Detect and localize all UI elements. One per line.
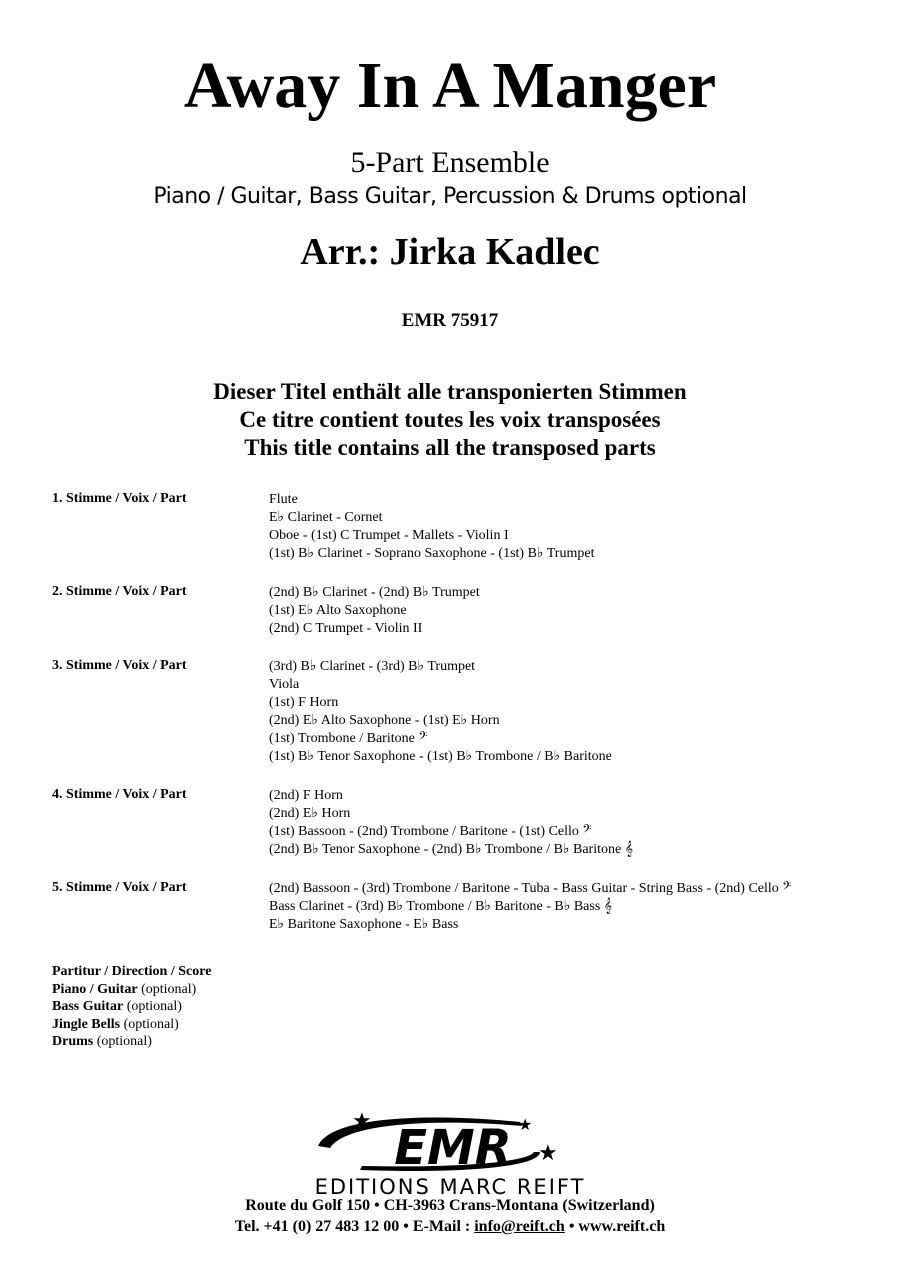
part-list-1 bbox=[269, 491, 594, 563]
svg-text:★: ★ bbox=[538, 1141, 558, 1166]
svg-text:★: ★ bbox=[518, 1115, 533, 1134]
part-label-1: 1. Stimme / Voix / Part bbox=[52, 491, 187, 506]
logo-mark: EMR bbox=[394, 1120, 512, 1176]
page-title: Away In A Manger bbox=[183, 49, 717, 122]
part-list-5 bbox=[269, 880, 791, 934]
catalog-number: EMR 75917 bbox=[401, 310, 499, 331]
instrument-line: (2nd) E♭ Horn bbox=[269, 806, 351, 821]
extra-item: Jingle Bells (optional) bbox=[52, 1016, 179, 1032]
extra-item: Bass Guitar (optional) bbox=[52, 999, 182, 1014]
instrument-line: (1st) B♭ Clarinet - Soprano Saxophone - (1st) B♭ Trumpet bbox=[269, 546, 595, 561]
contact-website: • www.reift.ch bbox=[564, 1218, 666, 1235]
instrument-line: (1st) Trombone / Baritone 𝄢 bbox=[269, 731, 428, 746]
part-list-3 bbox=[269, 658, 612, 766]
instrument-line: (2nd) C Trumpet - Violin II bbox=[269, 621, 423, 636]
instrument-line: (3rd) B♭ Clarinet - (3rd) B♭ Trumpet bbox=[269, 659, 476, 674]
instrument-line: (2nd) E♭ Alto Saxophone - (1st) E♭ Horn bbox=[269, 713, 500, 728]
extra-item: Partitur / Direction / Score bbox=[52, 964, 212, 979]
transposed-parts-notice bbox=[0, 378, 900, 462]
svg-text:★: ★ bbox=[352, 1109, 372, 1134]
score-and-extras-list bbox=[52, 963, 211, 1051]
part-label-4: 4. Stimme / Voix / Part bbox=[52, 787, 187, 802]
instrument-line: Bass Clarinet - (3rd) B♭ Trombone / B♭ Baritone - B♭ Bass 𝄞 bbox=[269, 899, 613, 914]
instrument-line: (2nd) B♭ Tenor Saxophone - (2nd) B♭ Trombone / B♭ Baritone 𝄞 bbox=[269, 842, 633, 857]
part-list-4 bbox=[269, 787, 633, 859]
instrument-line: E♭ Baritone Saxophone - E♭ Bass bbox=[269, 917, 459, 932]
instrument-line: Viola bbox=[269, 677, 300, 692]
instrument-line: (1st) Bassoon - (2nd) Trombone / Baritone - (1st) Cello 𝄢 bbox=[269, 824, 592, 839]
instrument-line: (2nd) B♭ Clarinet - (2nd) B♭ Trumpet bbox=[269, 585, 480, 600]
instrument-line: Flute bbox=[269, 492, 298, 507]
emr-logo bbox=[0, 1108, 900, 1200]
instrument-line: (2nd) Bassoon - (3rd) Trombone / Baritone - Tuba - Bass Guitar - String Bass - (2nd) Cello 𝄢 bbox=[269, 881, 792, 896]
instrument-line: (1st) B♭ Tenor Saxophone - (1st) B♭ Trombone / B♭ Baritone bbox=[269, 749, 612, 764]
notice-english: This title contains all the transposed parts bbox=[244, 435, 656, 460]
part-list-2 bbox=[269, 584, 480, 638]
publisher-contact bbox=[0, 1218, 900, 1236]
email-link[interactable]: info@reift.ch bbox=[474, 1218, 565, 1235]
instrument-line: (2nd) F Horn bbox=[269, 788, 343, 803]
contact-phone: Tel. +41 (0) 27 483 12 00 • E-Mail : bbox=[234, 1218, 475, 1235]
instrument-line: (1st) F Horn bbox=[269, 695, 339, 710]
instrument-line: E♭ Clarinet - Cornet bbox=[269, 510, 383, 525]
instrument-line: (1st) E♭ Alto Saxophone bbox=[269, 603, 407, 618]
part-label-3: 3. Stimme / Voix / Part bbox=[52, 658, 187, 673]
extra-item: Drums (optional) bbox=[52, 1034, 152, 1049]
part-label-2: 2. Stimme / Voix / Part bbox=[52, 584, 187, 599]
arranger: Arr.: Jirka Kadlec bbox=[300, 231, 600, 273]
publisher-name: EDITIONS MARC REIFT bbox=[314, 1175, 586, 1199]
ensemble-subtitle: 5-Part Ensemble bbox=[350, 146, 550, 179]
publisher-address: Route du Golf 150 • CH-3963 Crans-Montana (Switzerland) bbox=[245, 1197, 655, 1214]
notice-french: Ce titre contient toutes les voix transposées bbox=[239, 407, 661, 432]
instrumentation-line: Piano / Guitar, Bass Guitar, Percussion & Drums optional bbox=[153, 184, 747, 209]
notice-german: Dieser Titel enthält alle transponierten Stimmen bbox=[213, 379, 687, 404]
instrument-line: Oboe - (1st) C Trumpet - Mallets - Violin I bbox=[269, 528, 509, 543]
part-label-5: 5. Stimme / Voix / Part bbox=[52, 880, 187, 895]
extra-item: Piano / Guitar (optional) bbox=[52, 981, 197, 997]
